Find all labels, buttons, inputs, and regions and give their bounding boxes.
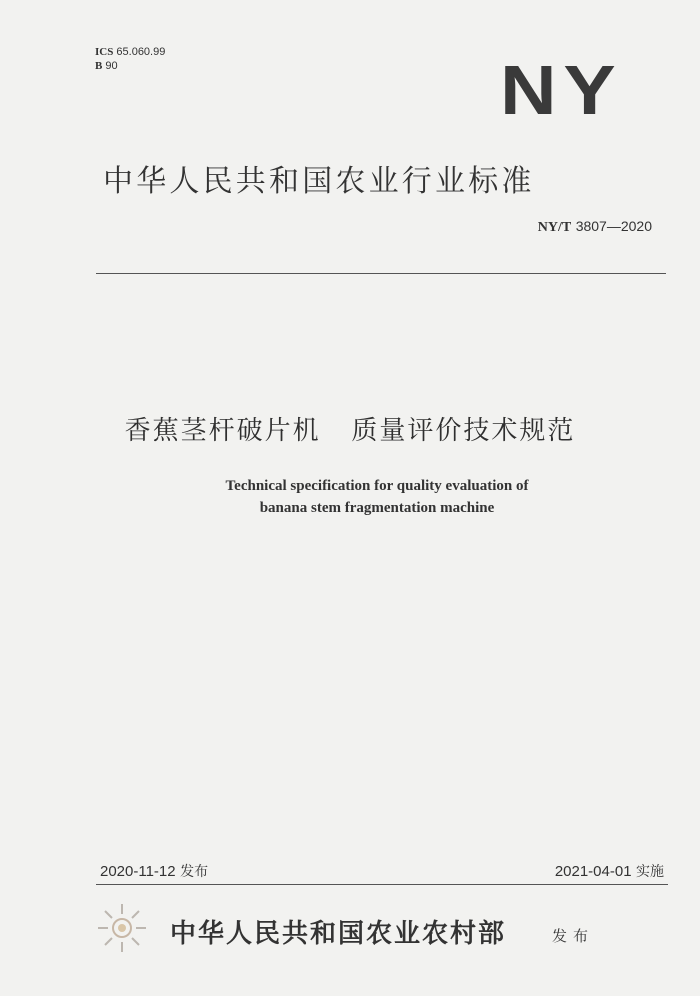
publish-date-value: 2020-11-12 [100, 863, 176, 880]
ccs-code: 90 [105, 60, 118, 72]
english-title-line-2: banana stem fragmentation machine [259, 500, 495, 516]
ccs-label: B [95, 60, 103, 72]
standard-number [538, 218, 652, 236]
ics-code: 65.060.99 [116, 46, 166, 58]
implement-date [555, 861, 664, 881]
standard-number-code: 3807—2020 [575, 218, 652, 234]
ics-label: ICS [95, 46, 114, 58]
standard-type-title: 中华人民共和国农业行业标准 [103, 164, 535, 199]
ministry-emblem-icon [94, 900, 150, 956]
chinese-title: 香蕉茎杆破片机 质量评价技术规范 [124, 416, 576, 446]
bottom-divider [96, 884, 668, 885]
english-title-line-1: Technical specification for quality evaluation of [225, 478, 529, 494]
issuer-label: 发布 [552, 927, 595, 945]
top-divider [96, 273, 666, 274]
implement-date-value: 2021-04-01 [554, 863, 632, 880]
publish-label: 发布 [180, 864, 209, 880]
ics-classification [95, 46, 165, 58]
ny-logo: NY [500, 51, 623, 129]
ccs-classification [95, 60, 118, 72]
issuer-name: 中华人民共和国农业农村部 [170, 919, 507, 949]
implement-label: 实施 [636, 864, 664, 880]
standard-number-prefix: NY/T [537, 220, 572, 235]
publish-date [100, 861, 208, 881]
